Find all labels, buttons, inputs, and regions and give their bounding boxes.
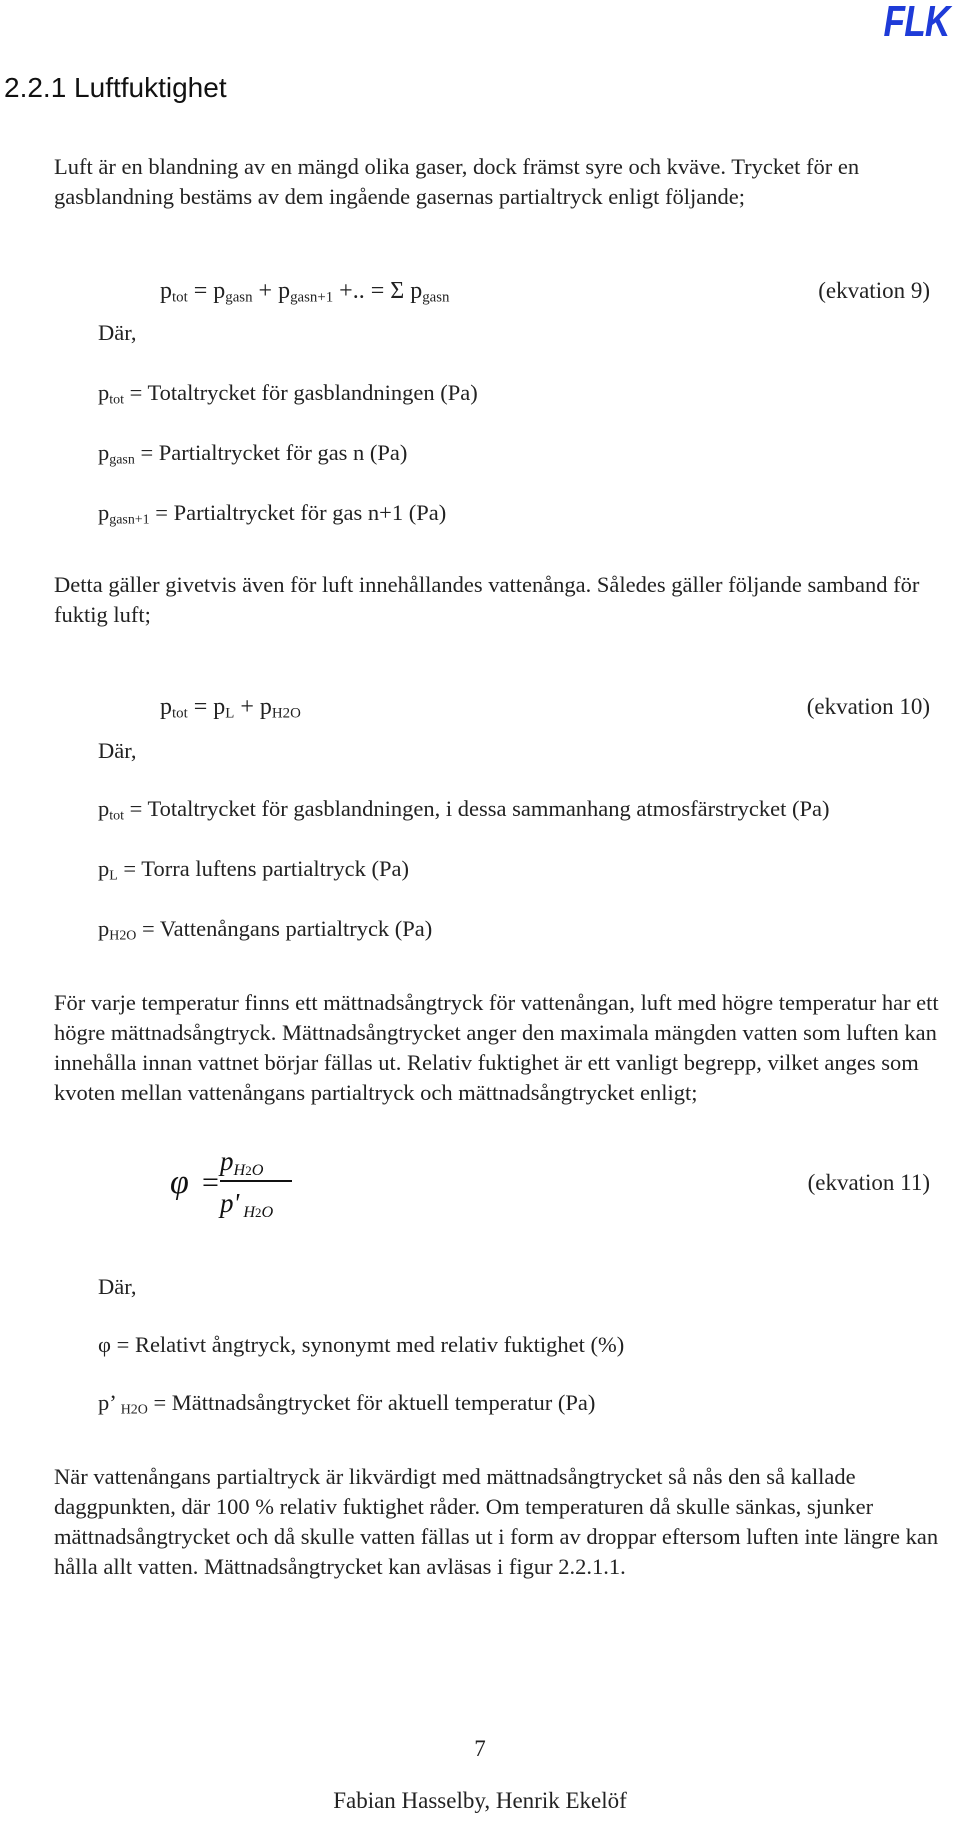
flk-logo: FLK	[883, 0, 950, 46]
equals-sign: =	[202, 1166, 219, 1199]
page-footer: Fabian Hasselby, Henrik Ekelöf	[333, 1788, 627, 1813]
definition-ph2o: $p_{H2O}$ = Vattenångans partialtryck (Pa)	[98, 916, 433, 944]
section-heading: 2.2.1 Luftfuktighet	[4, 72, 227, 103]
definition-ptot-atm: $p_{tot}$ = Totaltrycket för gasblandningen, i dessa sammanhang atmosfärstrycket (Pa)	[98, 796, 830, 824]
equation-10-number: (ekvation 10)	[806, 694, 930, 719]
paragraph-2: Detta gäller givetvis även för luft innehållandes vattenånga. Således gäller följande samband för fuktig luft;	[54, 572, 920, 627]
dar-label: Där,	[98, 320, 137, 345]
dar-label: Där,	[98, 1274, 137, 1299]
equation-9: $p_{tot} = p_{gasn} + p_{gasn+1}$ +.. = Σ $p_{gasn}$	[160, 278, 450, 306]
definition-pgasn1: $p_{gasn+1}$ = Partialtrycket för gas n+1 (Pa)	[98, 500, 447, 528]
fraction-denominator: p' $_{H2O}$	[220, 1188, 274, 1221]
page-number: 7	[474, 1736, 486, 1761]
equation-9-number: (ekvation 9)	[818, 278, 930, 303]
fraction-bar	[220, 1180, 292, 1182]
definition-phi: φ = Relativt ångtryck, synonymt med relativ fuktighet (%)	[98, 1332, 625, 1357]
definition-pgasn: $p_{gasn}$ = Partialtrycket för gas n (Pa)	[98, 440, 408, 468]
definition-psat: p’ $_{H2O}$ = Mättnadsångtrycket för aktuell temperatur (Pa)	[98, 1390, 596, 1418]
definition-pl: $p_L$ = Torra luftens partialtryck (Pa)	[98, 856, 409, 884]
dar-label: Där,	[98, 738, 137, 763]
paragraph-4: När vattenångans partialtryck är likvärdigt med mättnadsångtrycket så nås den så kallade daggpunkten, där 100 % relativ fuktighet råder. Om temperaturen då skulle sänkas, sjunker mättnadsångtrycket och då skulle vatten fällas ut i form av droppar eftersom luften inte längre kan hålla allt vatten. Mättnadsångtrycket kan avläsas i figur 2.2.1.1.	[54, 1464, 939, 1579]
equation-11-number: (ekvation 11)	[807, 1170, 930, 1195]
definition-ptot: $p_{tot}$ = Totaltrycket för gasblandningen (Pa)	[98, 380, 478, 408]
paragraph-3: För varje temperatur finns ett mättnadsångtryck för vattenångan, luft med högre temperatur har ett högre mättnadsångtryck. Mättnadsångtrycket anger den maximala mängden vatten som luften kan innehålla innan vattnet börjar fällas ut. Relativ fuktighet är ett vanligt begrepp, vilket anges som kvoten mellan vattenångans partialtryck och mättnadsångtrycket enligt;	[54, 990, 939, 1105]
phi-symbol: φ	[170, 1164, 189, 1201]
intro-paragraph: Luft är en blandning av en mängd olika gaser, dock främst syre och kväve. Trycket för en gasblandning bestäms av dem ingående gasernas partialtryck enligt följande;	[54, 154, 860, 209]
equation-10: $p_{tot} = p_L + p_{H2O}$	[160, 694, 301, 722]
fraction-numerator: $p_{H2O}$	[220, 1146, 264, 1179]
